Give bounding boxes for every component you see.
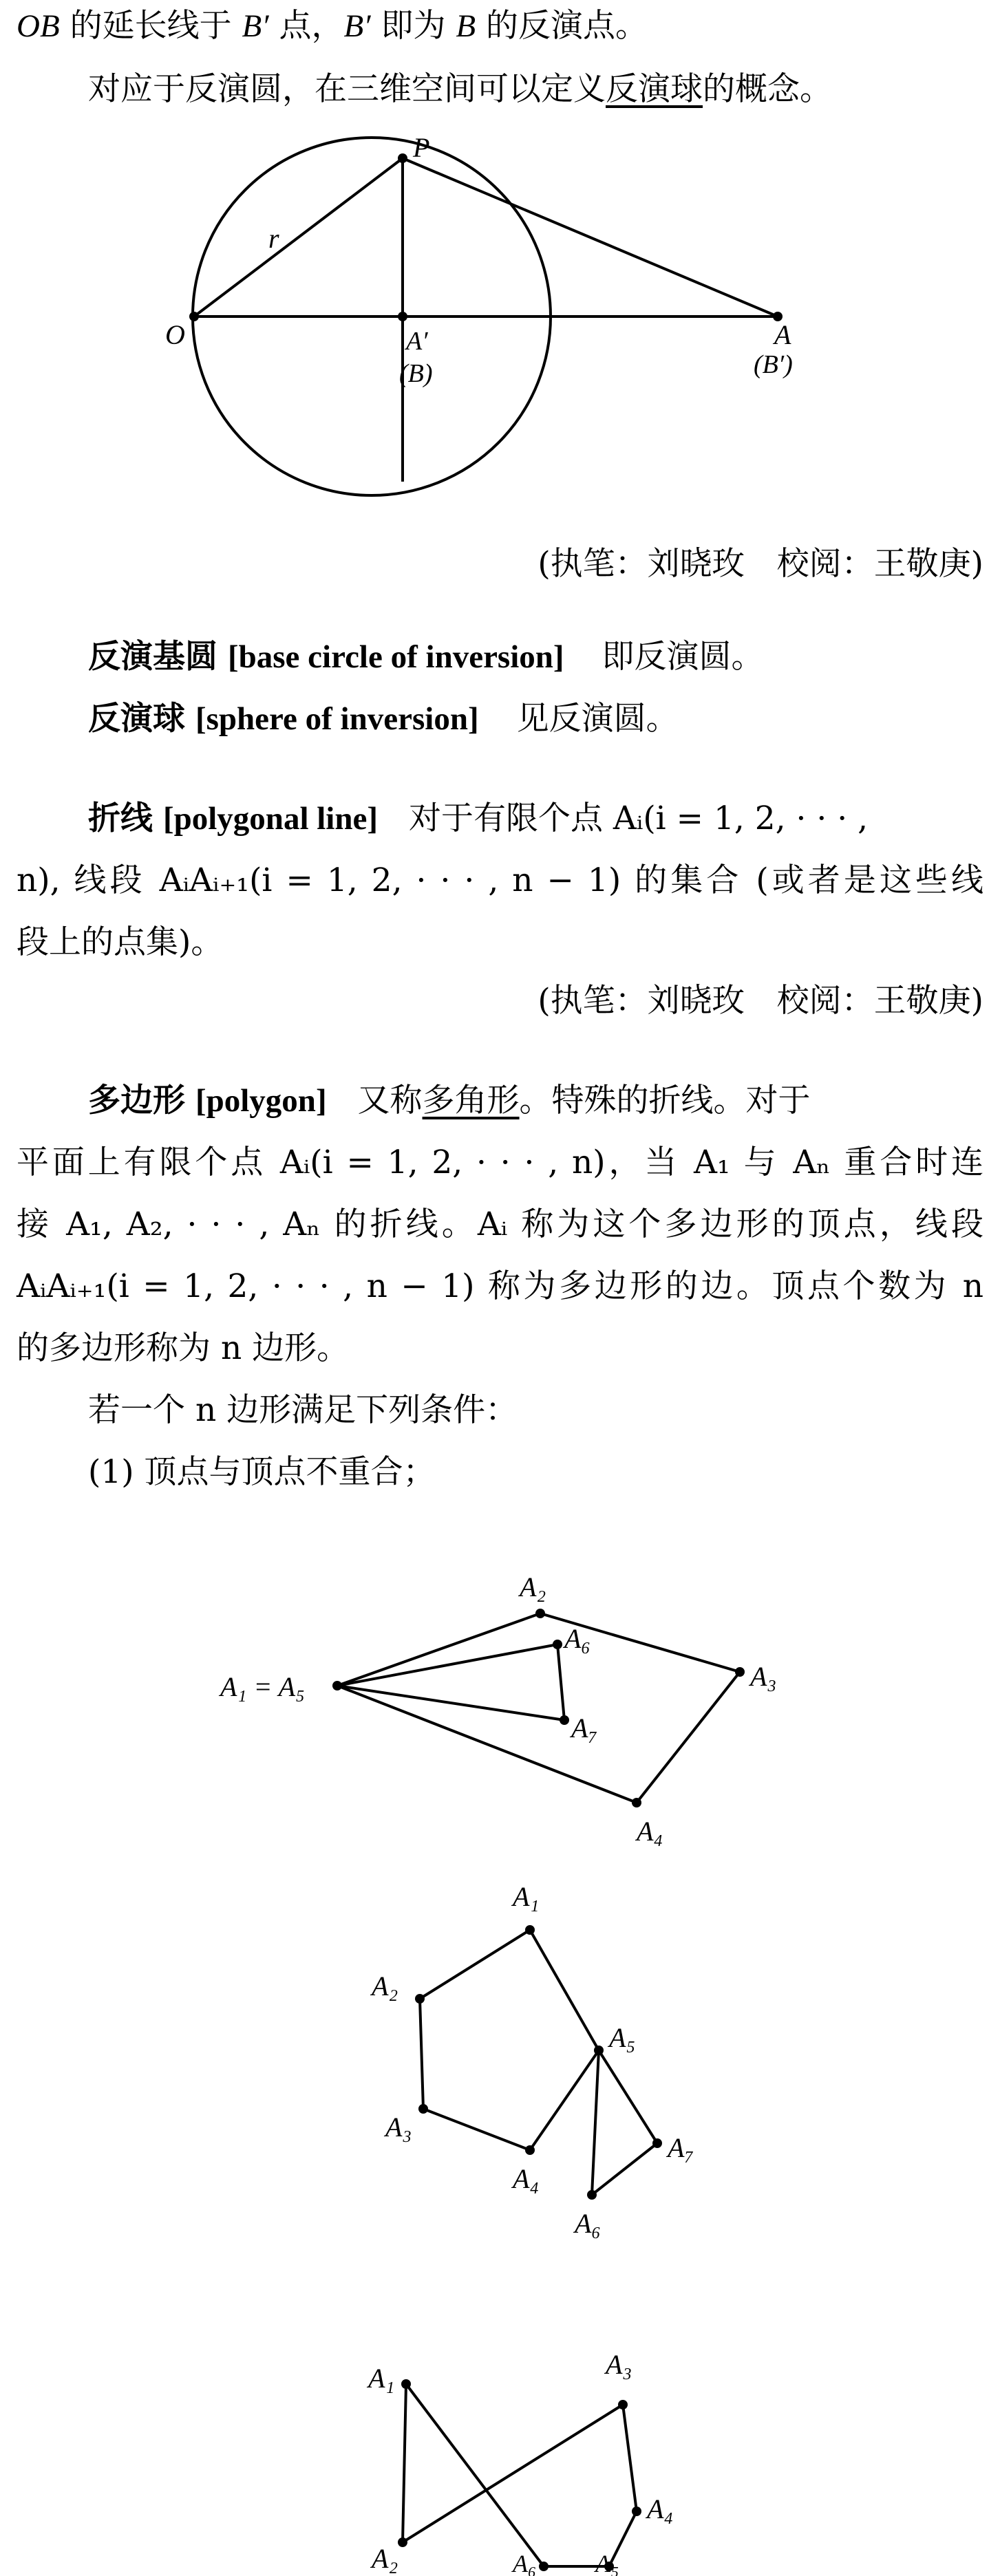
label-a7: A₇ (571, 1713, 598, 1743)
inner-triangle (337, 1644, 564, 1720)
entry-english: [sphere of inversion] (195, 701, 479, 737)
self-touching-polygon (420, 1930, 657, 2195)
label-b-paren: (B) (399, 359, 433, 388)
label-b-prime-paren: (B′) (754, 350, 793, 379)
paragraph-line-2 (88, 69, 983, 110)
condition-1: (1) 顶点与顶点不重合； (88, 1453, 436, 1491)
entry-term: 多边形 (88, 1082, 185, 1119)
entry-english: [polygonal line] (162, 801, 379, 837)
label-a: A (774, 319, 791, 350)
entry-definition: 见反演圆。 (516, 700, 679, 738)
entry-term: 反演球 (88, 700, 185, 738)
label-a1: A₁ (368, 2363, 395, 2394)
paragraph-line-1 (17, 6, 983, 47)
definition-line: 平面上有限个点 Aᵢ(i = 1, 2, · · · , n)，当 A₁ 与 Aₙ 重合时连 (17, 1144, 983, 1181)
self-intersecting-polygon (403, 2384, 637, 2566)
label-a5: A₅ (609, 2022, 636, 2053)
label-a1-a5: A₁ = A₅ (220, 1671, 305, 1702)
outer-polygon (337, 1613, 740, 1803)
polygon-figure-1 (206, 1548, 826, 1851)
radius-op (194, 158, 403, 316)
point-p (398, 153, 407, 163)
label-a4: A₄ (637, 1816, 663, 1847)
definition-line: 段上的点集)。 (17, 923, 224, 961)
term-link-multi-angle[interactable]: 多角形 (422, 1082, 520, 1119)
text-segment: 即为 (370, 7, 456, 45)
text-segment: 点， (268, 7, 344, 45)
point-o (189, 312, 199, 321)
condition-intro: 若一个 n 边形满足下列条件： (88, 1391, 518, 1429)
label-a6: A₆ (513, 2550, 537, 2576)
math-b-prime: B′ (242, 8, 269, 44)
point-a-prime (398, 312, 407, 321)
credit-line: (执笔：刘晓玫 校阅：王敬庚) (538, 545, 983, 583)
label-r: r (268, 223, 279, 254)
entry-term: 折线 (88, 799, 153, 837)
text-segment: 的反演点。 (476, 7, 648, 45)
definition-line: 接 A₁, A₂, · · · , Aₙ 的折线。Aᵢ 称为这个多边形的顶点，线段 (17, 1205, 983, 1243)
credit-line: (执笔：刘晓玫 校阅：王敬庚) (538, 982, 983, 1020)
label-a1: A₁ (513, 1881, 540, 1912)
entry-sphere (88, 698, 983, 740)
text-segment: 对应于反演圆，在三维空间可以定义 (88, 70, 606, 108)
label-a2: A₂ (372, 2543, 398, 2574)
definition-line: 的多边形称为 n 边形。 (17, 1329, 350, 1367)
entry-definition: 即反演圆。 (602, 638, 764, 676)
label-o: O (165, 319, 185, 350)
label-p: P (413, 132, 430, 163)
label-a4: A₄ (513, 2163, 540, 2194)
label-a2: A₂ (372, 1971, 398, 2001)
entry-definition: 对于有限个点 Aᵢ(i = 1, 2, · · · , (408, 799, 869, 837)
entry-english: [polygon] (195, 1083, 327, 1119)
label-a2: A₂ (520, 1571, 546, 1602)
math-b: B (456, 8, 476, 44)
inversion-circle-figure (165, 131, 826, 516)
label-a6: A₆ (564, 1623, 591, 1654)
text-segment: 的概念。 (703, 70, 832, 108)
entry-definition: 。特殊的折线。对于 (519, 1082, 811, 1119)
label-a-prime: A′ (406, 327, 428, 356)
label-a6: A₆ (575, 2208, 602, 2239)
label-a5: A₅ (595, 2550, 619, 2576)
polygon-figure-3 (351, 2284, 709, 2576)
label-a7: A₇ (668, 2132, 694, 2163)
polygon-figure-2 (344, 1881, 730, 2257)
math-ob: OB (17, 8, 60, 44)
definition-line: n), 线段 AᵢAᵢ₊₁(i = 1, 2, · · · , n − 1) 的集合 (或者是这些线 (17, 861, 983, 899)
text-segment: 的延长线于 (59, 7, 242, 45)
entry-polygon (88, 1080, 983, 1121)
label-a4: A₄ (647, 2493, 674, 2524)
entry-base-circle (88, 636, 983, 678)
math-b-prime: B′ (343, 8, 371, 44)
label-a3: A₃ (385, 2112, 412, 2143)
entry-polygonal-line (88, 798, 983, 839)
label-a3: A₃ (606, 2349, 632, 2380)
tangent-pa (403, 158, 778, 316)
label-a3: A₃ (750, 1661, 777, 1692)
entry-definition: 又称 (357, 1082, 423, 1119)
term-link-inversion-sphere[interactable]: 反演球 (606, 70, 703, 108)
entry-english: [base circle of inversion] (227, 639, 564, 675)
definition-line: AᵢAᵢ₊₁(i = 1, 2, · · · , n − 1) 称为多边形的边。顶点个数为 n (17, 1267, 983, 1305)
entry-term: 反演基圆 (88, 638, 217, 676)
